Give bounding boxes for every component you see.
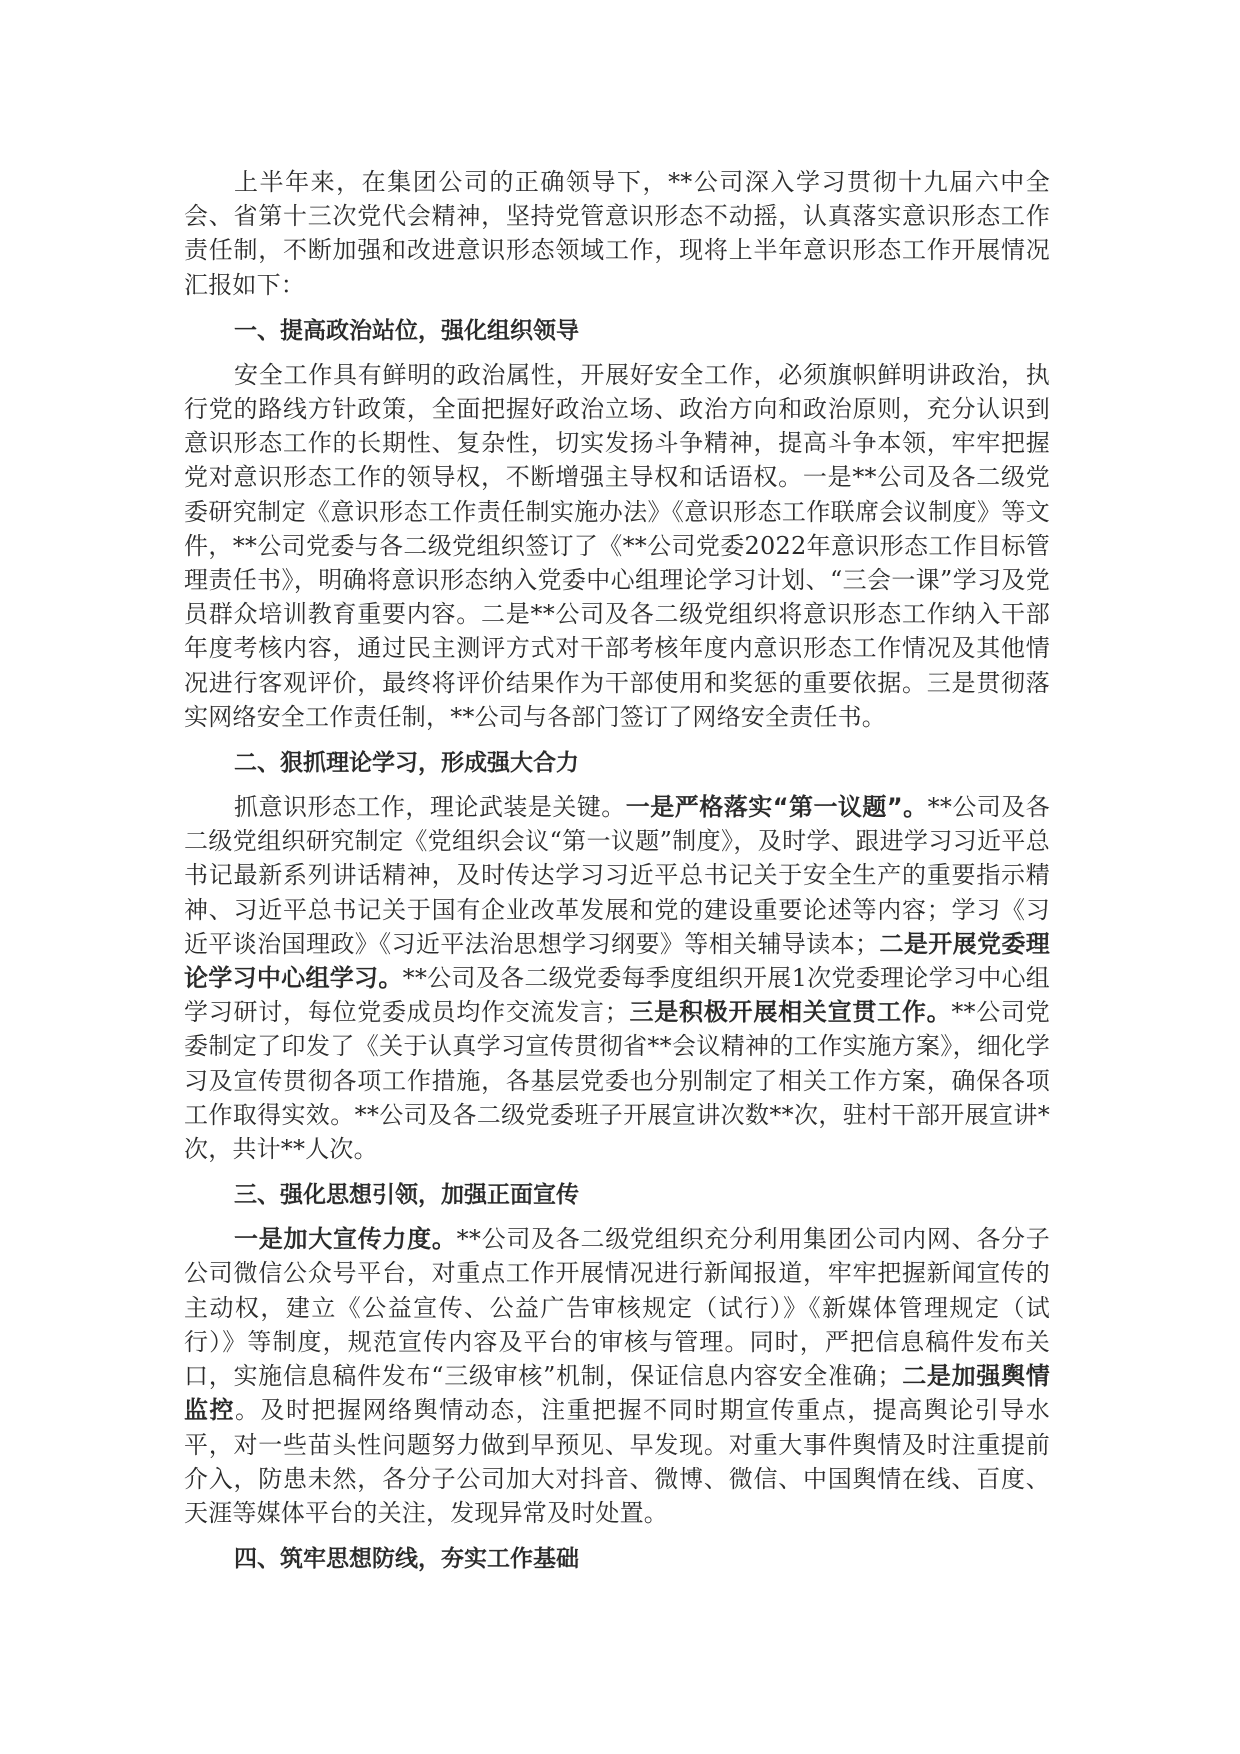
- document-page: [184, 165, 1050, 1586]
- section-3-point-1-text: **公司及各二级党组织充分利用集团公司内网、各分子公司微信公众号平台，对重点工作开展情况进行新闻报道，牢牢把握新闻宣传的主动权，建立《公益宣传、公益广告审核规定（试行）》《新媒体管理规定（试行）》等制度，规范宣传内容及平台的审核与管理。同时，严把信息稿件发布关口，实施信息稿件发布“三级审核”机制，保证信息内容安全准确；: [184, 1225, 1050, 1391]
- section-3-point-2-title: 二是加强舆情监控: [184, 1362, 1051, 1425]
- section-2-point-3-title: 三是积极开展相关宣贯工作。: [629, 998, 952, 1027]
- section-2-point-1-text: **公司及各二级党组织研究制定《党组织会议“第一议题”制度》，及时学、跟进学习习近平总书记最新系列讲话精神，及时传达学习习近平总书记关于安全生产的重要指示精神、习近平总书记关于国有企业改革发展和党的建设重要论述等内容；学习《习近平谈治国理政》《习近平法治思想学习纲要》等相关辅导读本；: [184, 793, 1050, 958]
- section-4-heading: 四、筑牢思想防线，夯实工作基础: [234, 1546, 579, 1573]
- section-2-point-2-title: 二是开展党委理论学习中心组学习。: [184, 929, 1050, 993]
- intro-paragraph: 上半年来，在集团公司的正确领导下，**公司深入学习贯彻十九届六中全会、省第十三次党代会精神，坚持党管意识形态不动摇，认真落实意识形态工作责任制，不断加强和改进意识形态领域工作，现将上半年意识形态工作开展情况汇报如下：: [184, 168, 1050, 299]
- section-1-paragraph: 安全工作具有鲜明的政治属性，开展好安全工作，必须旗帜鲜明讲政治，执行党的路线方针政策，全面把握好政治立场、政治方向和政治原则，充分认识到意识形态工作的长期性、复杂性，切实发扬斗争精神，提高斗争本领，牢牢把握党对意识形态工作的领导权，不断增强主导权和话语权。一是**公司及各二级党委研究制定《意识形态工作责任制实施办法》《意识形态工作联席会议制度》等文件，**公司党委与各二级党组织签订了《**公司党委2022年意识形态工作目标管理责任书》，明确将意识形态纳入党委中心组理论学习计划、“三会一课”学习及党员群众培训教育重要内容。二是**公司及各二级党组织将意识形态工作纳入干部年度考核内容，通过民主测评方式对干部考核年度内意识形态工作情况及其他情况进行客观评价，最终将评价结果作为干部使用和奖惩的重要依据。三是贯彻落实网络安全工作责任制，**公司与各部门签订了网络安全责任书。: [184, 360, 1050, 731]
- section-1-heading: 一、提高政治站位，强化组织领导: [234, 317, 579, 344]
- section-2-paragraph: [184, 790, 1050, 1166]
- section-3-paragraph: [184, 1222, 1050, 1530]
- section-3-point-1-title: 一是加大宣传力度。: [234, 1225, 457, 1254]
- section-3-heading: 三、强化思想引领，加强正面宣传: [234, 1182, 579, 1209]
- section-2-heading: 二、狠抓理论学习，形成强大合力: [234, 750, 579, 777]
- section-2-lead: 抓意识形态工作，理论武装是关键。: [234, 793, 626, 822]
- section-3-point-2-text: 。及时把握网络舆情动态，注重把握不同时期宣传重点，提高舆论引导水平，对一些苗头性问题努力做到早预见、早发现。对重大事件舆情及时注重提前介入，防患未然，各分子公司加大对抖音、微博、微信、中国舆情在线、百度、天涯等媒体平台的关注，发现异常及时处置。: [184, 1396, 1050, 1527]
- section-2-point-2-text: **公司及各二级党委每季度组织开展1次党委理论学习中心组学习研讨，每位党委成员均作交流发言；: [184, 964, 1050, 1027]
- section-2-point-3-text: **公司党委制定了印发了《关于认真学习宣传贯彻省**会议精神的工作实施方案》，细化学习及宣传贯彻各项工作措施，各基层党委也分别制定了相关工作方案，确保各项工作取得实效。**公司及各二级党委班子开展宣讲次数**次，驻村干部开展宣讲*次，共计**人次。: [184, 998, 1051, 1164]
- section-2-point-1-title: 一是严格落实“第一议题”。: [625, 793, 928, 822]
